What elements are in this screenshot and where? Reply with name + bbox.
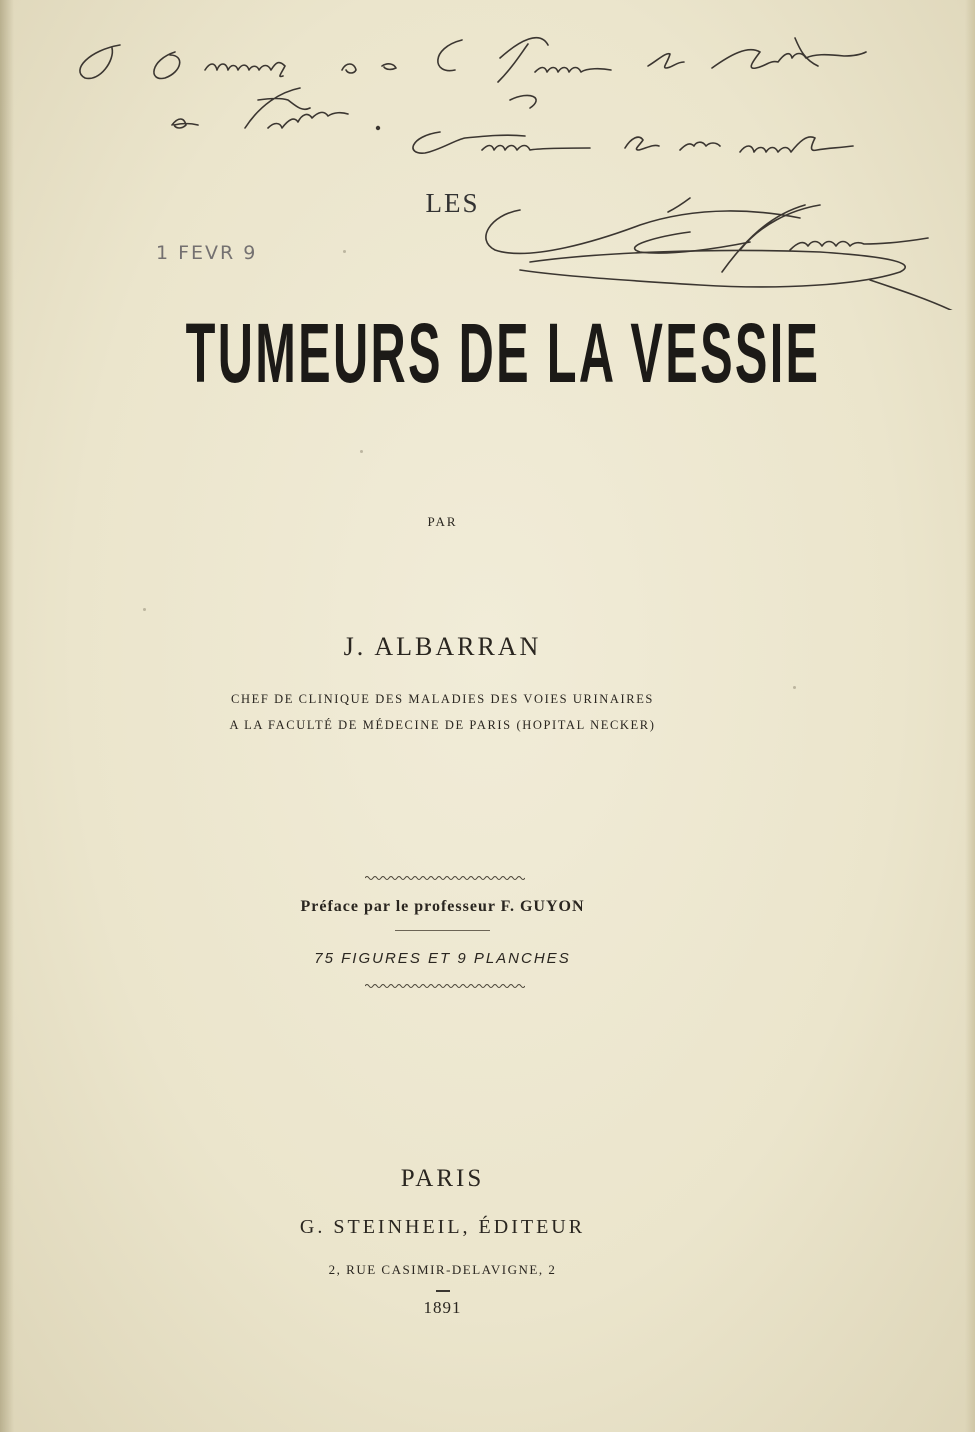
imprint-year: 1891 bbox=[423, 1298, 462, 1317]
paper-speck bbox=[143, 608, 146, 611]
figures-count: 75 FIGURES ET 9 PLANCHES bbox=[314, 950, 571, 967]
imprint-city: PARIS bbox=[400, 1165, 485, 1192]
paper-speck bbox=[360, 450, 363, 453]
title-article: LES bbox=[425, 188, 480, 218]
main-title: TUMEURS DE LA VESSIE bbox=[185, 306, 821, 400]
preface-credit: Préface par le professeur F. GUYON bbox=[300, 898, 585, 915]
date-stamp: 1 FEVR 9 bbox=[156, 242, 258, 264]
dedication-handwriting bbox=[0, 0, 975, 310]
paper-speck bbox=[793, 686, 796, 689]
paper-speck bbox=[343, 250, 346, 253]
author-affiliation-line1: CHEF DE CLINIQUE DES MALADIES DES VOIES URINAIRES bbox=[231, 692, 654, 706]
author-affiliation-line2: A LA FACULTÉ DE MÉDECINE DE PARIS (HOPITAL NECKER) bbox=[229, 718, 656, 732]
author-name: J. ALBARRAN bbox=[343, 632, 542, 661]
handwritten-dedication bbox=[0, 0, 975, 310]
imprint-address: 2, RUE CASIMIR-DELAVIGNE, 2 bbox=[328, 1262, 557, 1277]
ornamental-rule-bottom bbox=[365, 982, 525, 990]
imprint-dash bbox=[436, 1290, 450, 1292]
imprint-publisher: G. STEINHEIL, ÉDITEUR bbox=[299, 1216, 586, 1238]
ornamental-rule-top bbox=[365, 874, 525, 882]
by-label: PAR bbox=[427, 514, 458, 529]
short-rule bbox=[395, 930, 490, 931]
